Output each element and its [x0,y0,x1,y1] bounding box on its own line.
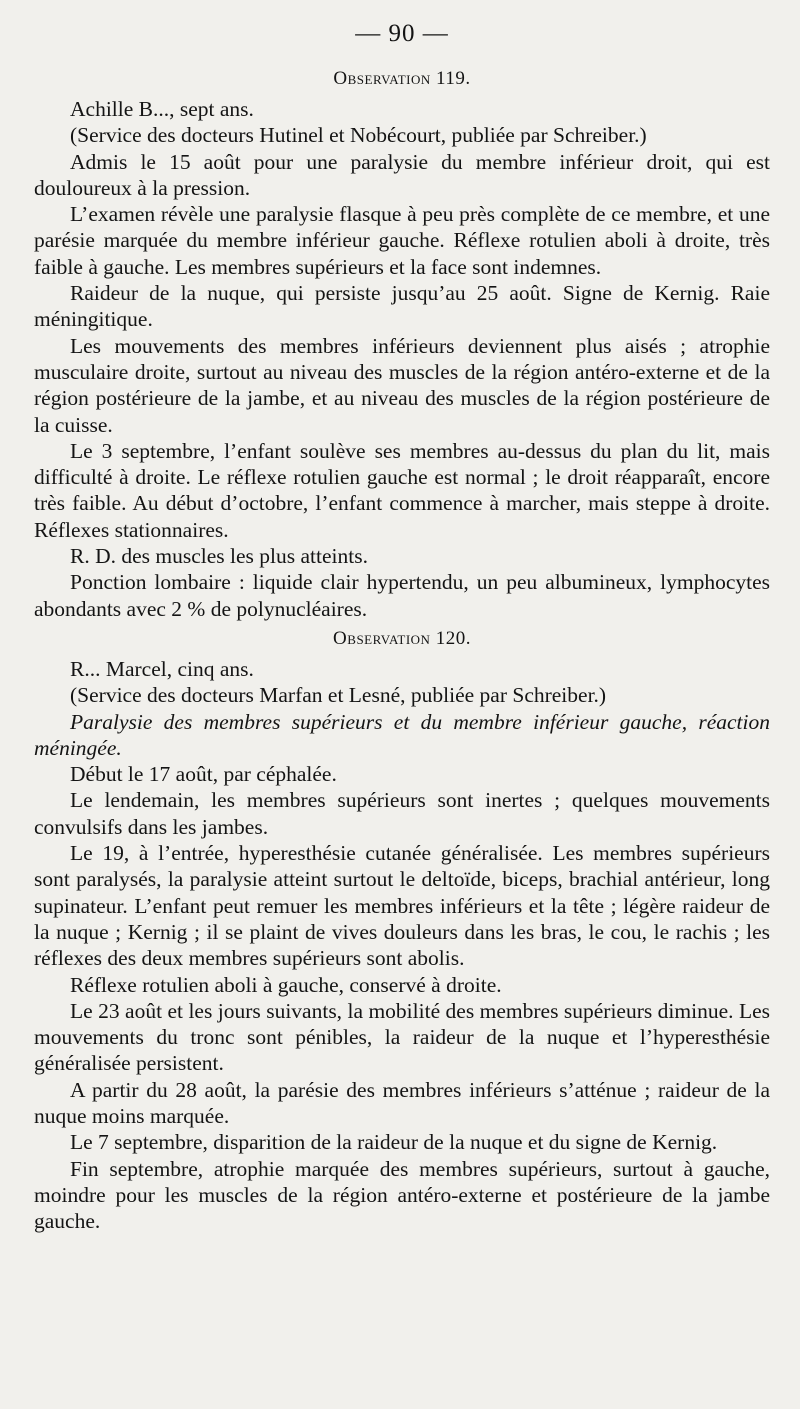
paragraph: R. D. des muscles les plus atteints. [70,544,368,569]
paragraph: Début le 17 août, par céphalée. [70,762,337,787]
paragraph: Admis le 15 août pour une paralysie du membre inférieur droit, qui est douloureux à la pression. [34,149,770,200]
observation-title: Observation 119. [333,68,471,89]
patient-line: Achille B..., sept ans. [70,97,254,121]
page-number: — 90 — [355,20,449,47]
observation-119 [34,68,770,622]
patient-line: R... Marcel, cinq ans. [70,656,254,681]
paragraph: Les mouvements des membres inférieurs deviennent plus aisés ; atrophie musculaire droite, surtout au niveau des muscles de la région antéro-externe et de la région postérieure de la jambe, et au niveau des muscles de la région postérieure de la cuisse. [34,333,770,437]
paragraph: Le 23 août et les jours suivants, la mobilité des membres supérieurs diminue. Les mouvements du tronc sont pénibles, la raideur de la nuque et l’hyperesthésie généralisée persistent. [34,998,770,1076]
diagnosis-summary: Paralysie des membres supérieurs et du membre inférieur gauche, réaction méningée. [34,709,770,760]
service-line: (Service des docteurs Hutinel et Nobécourt, publiée par Schreiber.) [70,123,647,148]
paragraph: Le lendemain, les membres supérieurs sont inertes ; quelques mouvements convulsifs dans les jambes. [34,788,770,839]
observation-title: Observation 120. [333,627,471,649]
observation-120 [34,628,770,1235]
paragraph: Le 19, à l’entrée, hyperesthésie cutanée généralisée. Les membres supérieurs sont paralysés, la paralysie atteint surtout le deltoïde, biceps, brachial antérieur, long supinateur. L’enfant peut remuer les membres inférieurs et la tête ; légère raideur de la nuque ; Kernig ; il se plaint de vives douleurs dans les bras, le cou, le rachis ; les réflexes des deux membres supérieurs sont abolis. [34,841,770,971]
paragraph: Fin septembre, atrophie marquée des membres supérieurs, surtout à gauche, moindre pour les muscles de la région antéro-externe et postérieure de la jambe gauche. [34,1156,770,1234]
paragraph: Raideur de la nuque, qui persiste jusqu’au 25 août. Signe de Kernig. Raie méningitique. [34,281,770,332]
paragraph: L’examen révèle une paralysie flasque à peu près complète de ce membre, et une parésie marquée du membre inférieur gauche. Réflexe rotulien aboli à droite, très faible à gauche. Les membres supérieurs et la face sont indemnes. [34,202,770,279]
paragraph: Réflexe rotulien aboli à gauche, conservé à droite. [70,972,502,997]
service-line: (Service des docteurs Marfan et Lesné, publiée par Schreiber.) [70,683,607,708]
paragraph: Ponction lombaire : liquide clair hypertendu, un peu albumineux, lymphocytes abondants avec 2 % de polynucléaires. [34,570,770,621]
paragraph: Le 3 septembre, l’enfant soulève ses membres au-dessus du plan du lit, mais difficulté à droite. Le réflexe rotulien gauche est normal ; le droit réapparaît, encore très faible. Au début d’octobre, l’enfant commence à marcher, mais steppe à droite. Réflexes stationnaires. [34,438,770,542]
paragraph: Le 7 septembre, disparition de la raideur de la nuque et du signe de Kernig. [70,1130,718,1155]
paragraph: A partir du 28 août, la parésie des membres inférieurs s’atténue ; raideur de la nuque moins marquée. [34,1077,770,1128]
